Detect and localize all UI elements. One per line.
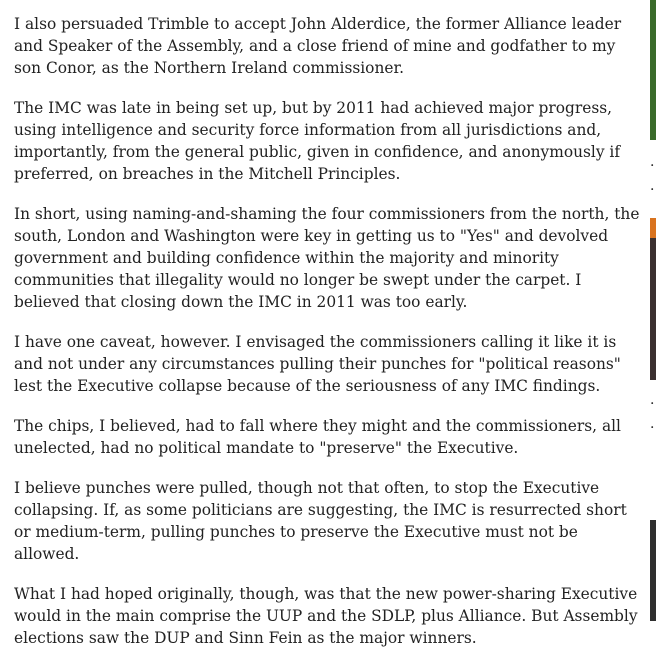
sidebar-image-bottom[interactable] <box>650 520 656 621</box>
sidebar-text-fragment: · <box>650 396 655 412</box>
article-paragraph-3: In short, using naming-and-shaming the four commissioners from the north, the south, London and Washington were key in getting us to "Yes" and devolved government and building confidence within the majority and minority communities that illegality would no longer be swept under the carpet. I believed that closing down the IMC in 2011 was too early. <box>14 205 640 311</box>
sidebar-text-fragment: · <box>650 182 655 198</box>
article-body <box>14 13 640 667</box>
article-paragraph-1: I also persuaded Trimble to accept John Alderdice, the former Alliance leader and Speaker of the Assembly, and a close friend of mine and godfather to my son Conor, as the Northern Ireland commissioner. <box>14 15 622 77</box>
sidebar-image-top[interactable] <box>650 0 656 140</box>
article-paragraph-7: What I had hoped originally, though, was that the new power-sharing Executive would in the main comprise the UUP and the SDLP, plus Alliance. But Assembly elections saw the DUP and Sinn Fein as the major winners. <box>14 585 638 647</box>
article-paragraph-6: I believe punches were pulled, though not that often, to stop the Executive collapsing. If, as some politicians are suggesting, the IMC is resurrected short or medium-term, pulling punches to preserve the Executive must not be allowed. <box>14 479 627 563</box>
sidebar-image-middle-accent[interactable] <box>650 218 656 238</box>
article-paragraph-4: I have one caveat, however. I envisaged the commissioners calling it like it is and not under any circumstances pulling their punches for "political reasons" lest the Executive collapse because of the seriousness of any IMC findings. <box>14 333 621 395</box>
sidebar-edge <box>650 0 656 621</box>
article-paragraph-5: The chips, I believed, had to fall where they might and the commissioners, all unelected, had no political mandate to "preserve" the Executive. <box>14 417 621 457</box>
sidebar-image-middle[interactable] <box>650 238 656 380</box>
sidebar-text-fragment: · <box>650 158 655 174</box>
sidebar-text-fragment: · <box>650 420 655 436</box>
article-paragraph-2: The IMC was late in being set up, but by 2011 had achieved major progress, using intelligence and security force information from all jurisdictions and, importantly, from the general public, given in confidence, and anonymously if preferred, on breaches in the Mitchell Principles. <box>14 99 621 183</box>
